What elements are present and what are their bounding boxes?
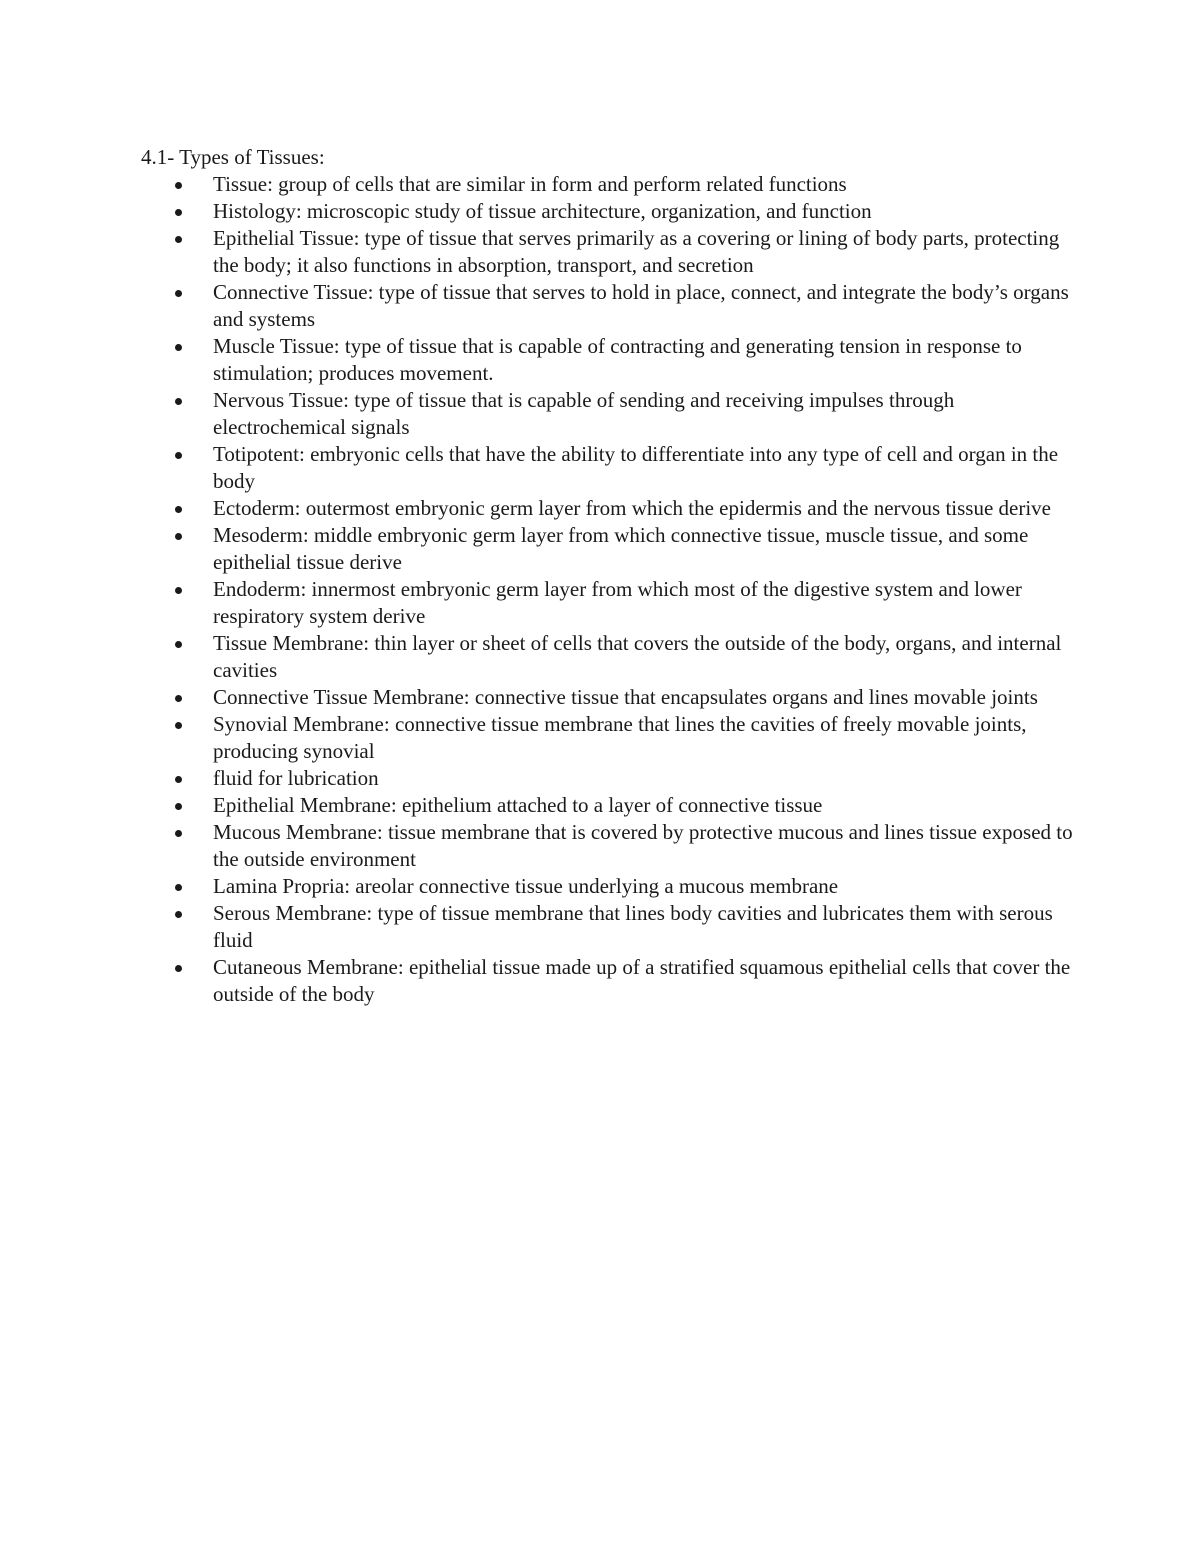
bullet-icon — [175, 209, 182, 216]
list-item-text: Histology: microscopic study of tissue architecture, organization, and function — [213, 199, 872, 223]
list-item-text: Serous Membrane: type of tissue membrane that lines body cavities and lubricates them with serous fluid — [213, 901, 1053, 952]
list-item — [0, 387, 1073, 441]
bullet-icon — [175, 587, 182, 594]
list-item — [0, 819, 1073, 873]
bullet-icon — [175, 182, 182, 189]
bullet-icon — [175, 506, 182, 513]
list-item-text: Tissue: group of cells that are similar in form and perform related functions — [213, 172, 847, 196]
list-item-text: Totipotent: embryonic cells that have the ability to differentiate into any type of cell and organ in the body — [213, 442, 1059, 493]
list-item — [0, 576, 1073, 630]
list-item-text: Muscle Tissue: type of tissue that is capable of contracting and generating tension in response to stimulation; produces movement. — [213, 334, 1022, 385]
bullet-icon — [175, 803, 182, 810]
list-item — [0, 954, 1073, 1008]
list-item — [0, 522, 1073, 576]
bullet-icon — [175, 290, 182, 297]
list-item — [0, 198, 1073, 225]
bullet-icon — [175, 533, 182, 540]
bullet-icon — [175, 722, 182, 729]
bullet-icon — [175, 695, 182, 702]
bullet-icon — [175, 641, 182, 648]
list-item-text: Endoderm: innermost embryonic germ layer from which most of the digestive system and lower respiratory system derive — [213, 577, 1022, 628]
list-item — [0, 333, 1073, 387]
list-item-text: Tissue Membrane: thin layer or sheet of cells that covers the outside of the body, organs, and internal cavities — [213, 631, 1062, 682]
list-item-text: Synovial Membrane: connective tissue membrane that lines the cavities of freely movable joints, producing synovial — [213, 712, 1027, 763]
bullet-icon — [175, 965, 182, 972]
list-item-text: Mesoderm: middle embryonic germ layer from which connective tissue, muscle tissue, and some epithelial tissue derive — [213, 523, 1029, 574]
term-list — [0, 171, 1200, 1008]
list-item-text: Lamina Propria: areolar connective tissue underlying a mucous membrane — [213, 874, 839, 898]
list-item — [0, 873, 1073, 900]
list-item — [0, 225, 1073, 279]
bullet-icon — [175, 776, 182, 783]
list-item — [0, 792, 1073, 819]
list-item-text: Connective Tissue: type of tissue that serves to hold in place, connect, and integrate the body’s organs and systems — [213, 280, 1069, 331]
bullet-icon — [175, 884, 182, 891]
list-item-text: Cutaneous Membrane: epithelial tissue made up of a stratified squamous epithelial cells that cover the outside of the body — [213, 955, 1071, 1006]
bullet-icon — [175, 911, 182, 918]
bullet-icon — [175, 344, 182, 351]
list-item — [0, 279, 1073, 333]
list-item-text: Nervous Tissue: type of tissue that is capable of sending and receiving impulses through electrochemical signals — [213, 388, 955, 439]
list-item — [0, 711, 1073, 765]
section-heading: 4.1- Types of Tissues: — [141, 145, 325, 169]
bullet-icon — [175, 236, 182, 243]
list-item — [0, 900, 1073, 954]
bullet-icon — [175, 398, 182, 405]
list-item — [0, 765, 1073, 792]
list-item — [0, 171, 1073, 198]
list-item-text: Mucous Membrane: tissue membrane that is covered by protective mucous and lines tissue exposed to the outside environment — [213, 820, 1073, 871]
bullet-icon — [175, 452, 182, 459]
list-item-text: Connective Tissue Membrane: connective tissue that encapsulates organs and lines movable joints — [213, 685, 1038, 709]
bullet-icon — [175, 830, 182, 837]
list-item — [0, 495, 1073, 522]
list-item-text: Epithelial Membrane: epithelium attached to a layer of connective tissue — [213, 793, 823, 817]
list-item — [0, 630, 1073, 684]
list-item — [0, 441, 1073, 495]
list-item — [0, 684, 1073, 711]
list-item-text: Ectoderm: outermost embryonic germ layer from which the epidermis and the nervous tissue derive — [213, 496, 1052, 520]
list-item-text: fluid for lubrication — [213, 766, 379, 790]
list-item-text: Epithelial Tissue: type of tissue that serves primarily as a covering or lining of body parts, protecting the body; it also functions in absorption, transport, and secretion — [213, 226, 1060, 277]
